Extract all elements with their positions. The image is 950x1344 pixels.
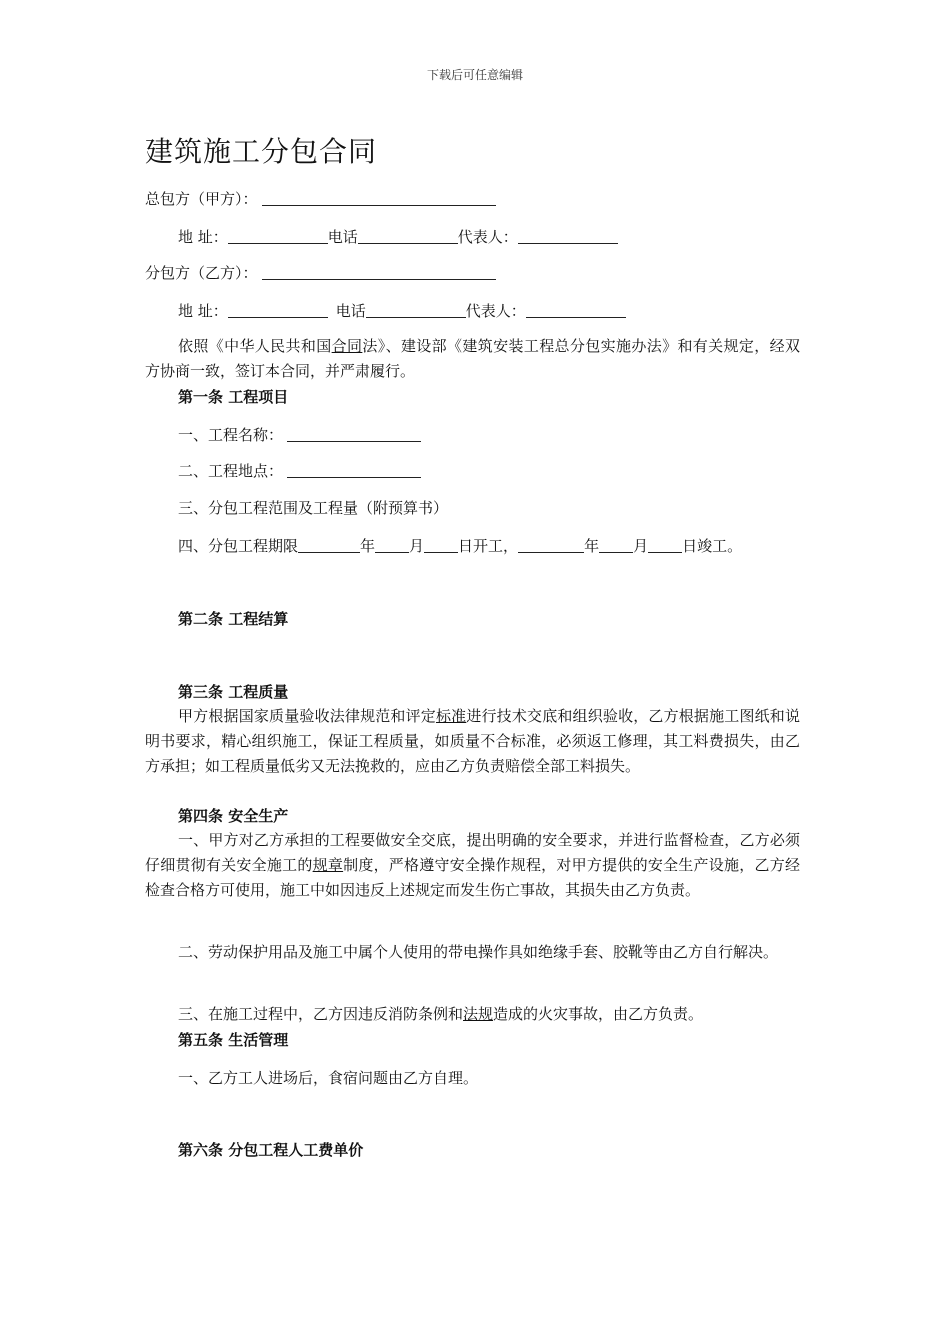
party-a-rep-label: 代表人： (457, 228, 518, 246)
document-title: 建筑施工分包合同 (145, 135, 378, 168)
party-b-blank[interactable] (262, 264, 496, 280)
project-location-label: 二、工程地点： (178, 462, 284, 480)
article4-text-3b: 造成的火灾事故，由乙方负责。 (493, 1005, 704, 1023)
party-b-phone-blank[interactable] (366, 302, 466, 318)
article3-text-1: 甲方根据国家质量验收法律规范和评定 (178, 707, 436, 725)
article3-heading: 第三条 工程质量 (178, 683, 289, 701)
article4-text-1a: 一、甲方对乙方承担的工程要做安全交底，提出明确的安全要求，并进行监督检查，乙方必须仔细贯彻有关安全施工的 (145, 831, 800, 874)
article4-paragraph-1 (145, 828, 800, 903)
page-header: 下载后可任意编辑 (426, 68, 523, 82)
end-label: 日竣工。 (682, 537, 743, 555)
article3-link-standard[interactable]: 标准 (435, 707, 467, 725)
start-year-label: 年 (360, 537, 376, 555)
article5-heading: 第五条 生活管理 (178, 1031, 289, 1049)
article6-heading: 第六条 分包工程人工费单价 (178, 1141, 364, 1159)
article4-link-rules[interactable]: 规章 (312, 856, 344, 874)
end-year-blank[interactable] (518, 537, 584, 553)
start-day-blank[interactable] (424, 537, 458, 553)
article4-paragraph-2: 二、劳动保护用品及施工中属个人使用的带电操作具如绝缘手套、胶靴等由乙方自行解决。 (178, 943, 779, 961)
party-b-rep-label: 代表人： (465, 302, 526, 320)
party-b-info-line (178, 300, 626, 321)
party-a-info-line (178, 226, 618, 247)
party-b-label: 分包方（乙方）： (145, 264, 258, 282)
article5-item1: 一、乙方工人进场后，食宿问题由乙方自理。 (178, 1069, 479, 1087)
article4-text-1b: 制度，严格遵守安全操作规程，对甲方提供的安全生产设施，乙方经检查合格方可使用，施工中如因违反上述规定而发生伤亡事故，其损失由乙方负责。 (145, 856, 800, 899)
start-month-label: 月 (409, 537, 425, 555)
party-b-rep-blank[interactable] (526, 302, 626, 318)
start-year-blank[interactable] (298, 537, 360, 553)
article1-item2 (178, 460, 421, 481)
end-month-blank[interactable] (599, 537, 633, 553)
article3-paragraph (145, 704, 800, 779)
end-year-label: 年 (584, 537, 600, 555)
party-a-blank[interactable] (262, 190, 496, 206)
end-day-blank[interactable] (648, 537, 682, 553)
party-a-phone-label: 电话 (327, 228, 358, 246)
project-location-blank[interactable] (287, 462, 421, 478)
party-a-label: 总包方（甲方）： (145, 190, 258, 208)
article1-item4 (178, 535, 742, 556)
project-name-label: 一、工程名称： (178, 426, 284, 444)
intro-text-1: 依照《中华人民共和国 (178, 337, 332, 355)
party-a-address-label: 地 址： (178, 228, 228, 246)
article1-item1 (178, 424, 421, 445)
party-b-address-blank[interactable] (228, 302, 328, 318)
party-b-line (145, 262, 496, 283)
party-a-rep-blank[interactable] (518, 228, 618, 244)
article4-text-3a: 三、在施工过程中，乙方因违反消防条例和 (178, 1005, 464, 1023)
party-a-phone-blank[interactable] (358, 228, 458, 244)
article2-heading: 第二条 工程结算 (178, 610, 289, 628)
start-label: 日开工， (458, 537, 519, 555)
start-month-blank[interactable] (375, 537, 409, 553)
party-a-address-blank[interactable] (228, 228, 328, 244)
article3-text-2: 进行技术交底和组织验收，乙方根据施工图纸和说明书要求，精心组织施工，保证工程质量，如质量不合标准，必须返工修理，其工料费损失，由乙方承担；如工程质量低劣又无法挽救的，应由乙方负责赔偿全部工料损失。 (145, 707, 800, 775)
article4-paragraph-3 (145, 1002, 800, 1027)
article4-heading: 第四条 安全生产 (178, 807, 289, 825)
period-label: 四、分包工程期限 (178, 537, 299, 555)
intro-text-2: 法》、建设部《建筑安装工程总分包实施办法》和有关规定，经双方协商一致，签订本合同，并严肃履行。 (145, 337, 800, 380)
intro-link-contract[interactable]: 合同 (331, 337, 363, 355)
party-b-phone-label: 电话 (335, 302, 366, 320)
end-month-label: 月 (633, 537, 649, 555)
project-name-blank[interactable] (287, 426, 421, 442)
party-a-line (145, 188, 496, 209)
intro-paragraph (145, 334, 800, 384)
party-b-address-label: 地 址： (178, 302, 228, 320)
article1-heading: 第一条 工程项目 (178, 388, 289, 406)
article1-item3: 三、分包工程范围及工程量（附预算书） (178, 499, 449, 517)
article4-link-regulations[interactable]: 法规 (463, 1005, 494, 1023)
